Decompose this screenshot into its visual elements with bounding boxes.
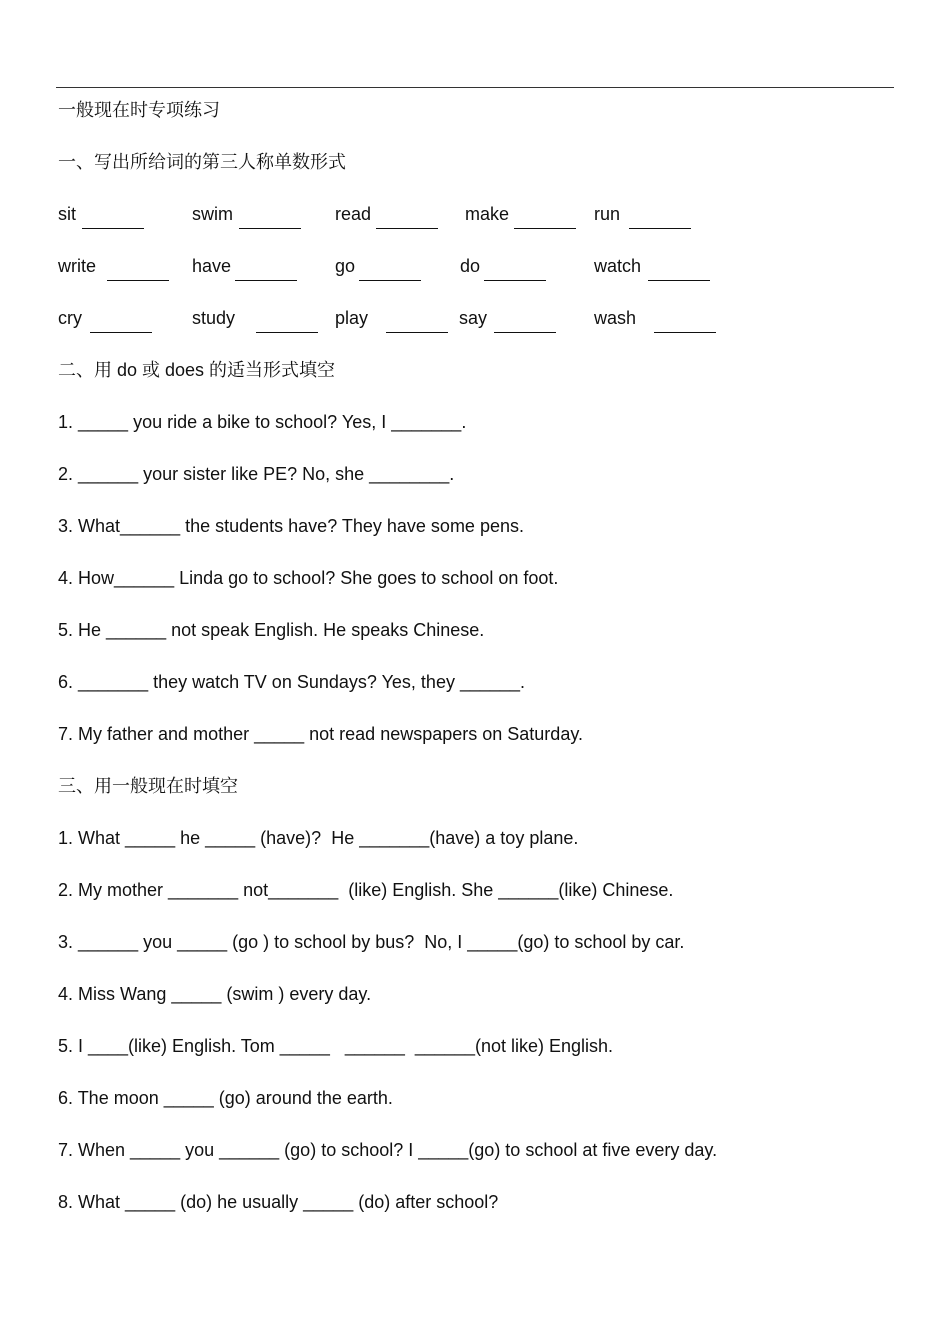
exercise-line: 2. ______ your sister like PE? No, she ________. — [58, 464, 455, 484]
exercise-line: 6. The moon _____ (go) around the earth. — [58, 1088, 393, 1108]
section-3-heading: 三、用一般现在时填空 — [58, 776, 238, 796]
word-cry: cry — [58, 308, 82, 328]
word-say: say — [459, 308, 488, 328]
answer-blank[interactable] — [494, 332, 556, 333]
word-go: go — [335, 256, 356, 276]
word-make: make — [465, 204, 510, 224]
exercise-line: 7. My father and mother _____ not read newspapers on Saturday. — [58, 724, 583, 744]
word-swim: swim — [192, 204, 233, 224]
exercise-line: 2. My mother _______ not_______ (like) English. She ______(like) Chinese. — [58, 880, 674, 900]
answer-blank[interactable] — [484, 280, 546, 281]
exercise-line: 7. When _____ you ______ (go) to school? I _____(go) to school at five every day. — [58, 1140, 718, 1160]
exercise-line: 6. _______ they watch TV on Sundays? Yes, they ______. — [58, 672, 526, 692]
answer-blank[interactable] — [514, 228, 576, 229]
answer-blank[interactable] — [235, 280, 297, 281]
word-play: play — [335, 308, 369, 328]
word-read: read — [335, 204, 372, 224]
exercise-line: 1. What _____ he _____ (have)? He _______(have) a toy plane. — [58, 828, 579, 848]
exercise-line: 3. ______ you _____ (go ) to school by bus? No, I _____(go) to school by car. — [58, 932, 685, 952]
exercise-line: 5. I ____(like) English. Tom _____ ______ ______(not like) English. — [58, 1036, 614, 1056]
exercise-line: 4. How______ Linda go to school? She goes to school on foot. — [58, 568, 559, 588]
page-title: 一般现在时专项练习 — [58, 100, 220, 120]
answer-blank[interactable] — [386, 332, 448, 333]
exercise-line: 4. Miss Wang _____ (swim ) every day. — [58, 984, 372, 1004]
word-watch: watch — [594, 256, 642, 276]
answer-blank[interactable] — [107, 280, 169, 281]
answer-blank[interactable] — [239, 228, 301, 229]
answer-blank[interactable] — [376, 228, 438, 229]
word-write: write — [58, 256, 97, 276]
word-do: do — [460, 256, 481, 276]
answer-blank[interactable] — [654, 332, 716, 333]
answer-blank[interactable] — [90, 332, 152, 333]
answer-blank[interactable] — [629, 228, 691, 229]
answer-blank[interactable] — [256, 332, 318, 333]
word-sit: sit — [58, 204, 76, 224]
word-wash: wash — [594, 308, 637, 328]
word-study: study — [192, 308, 236, 328]
answer-blank[interactable] — [82, 228, 144, 229]
exercise-line: 8. What _____ (do) he usually _____ (do) after school? — [58, 1192, 499, 1212]
exercise-line: 1. _____ you ride a bike to school? Yes, I _______. — [58, 412, 467, 432]
top-rule — [56, 87, 894, 88]
answer-blank[interactable] — [359, 280, 421, 281]
answer-blank[interactable] — [648, 280, 710, 281]
exercise-line: 3. What______ the students have? They have some pens. — [58, 516, 524, 536]
section-2-heading: 二、用 do 或 does 的适当形式填空 — [58, 360, 336, 380]
word-run: run — [594, 204, 621, 224]
section-1-heading: 一、写出所给词的第三人称单数形式 — [58, 152, 346, 172]
word-have: have — [192, 256, 232, 276]
exercise-line: 5. He ______ not speak English. He speaks Chinese. — [58, 620, 485, 640]
